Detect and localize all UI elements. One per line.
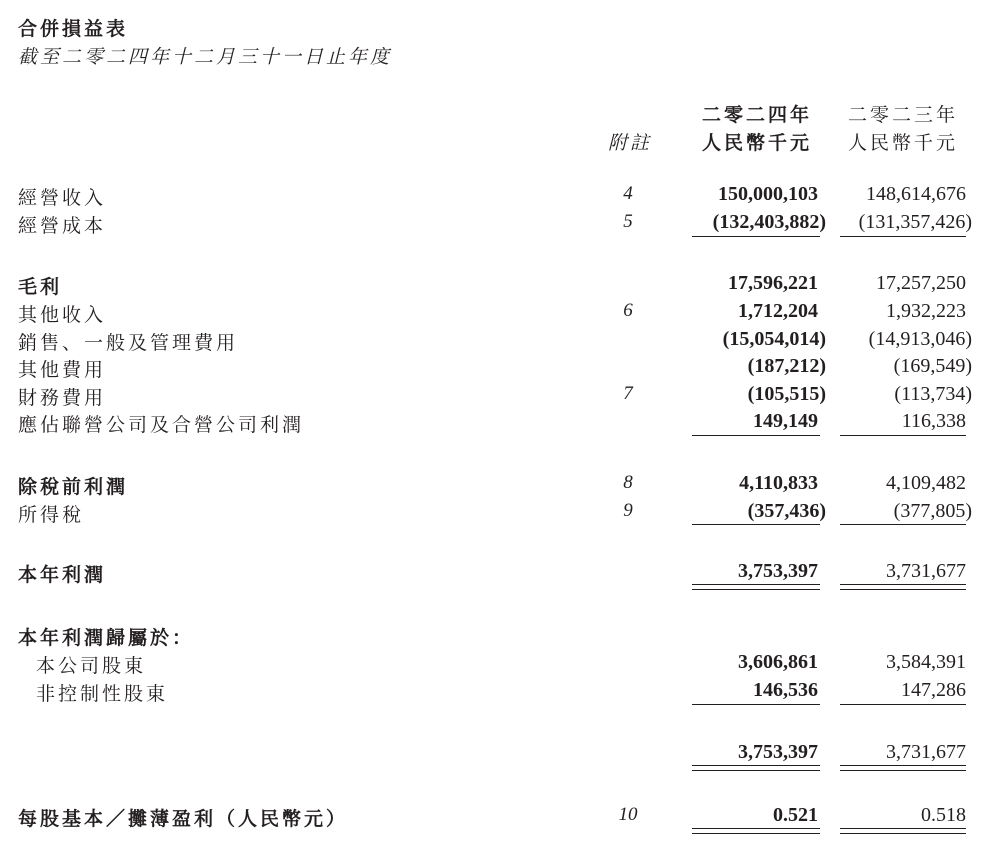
row-value-current: 146,536: [753, 679, 818, 701]
row-value-current: (15,054,014): [722, 328, 826, 350]
table-row: [0, 472, 987, 498]
row-label: 本年利潤: [18, 564, 107, 586]
row-label: 經營收入: [18, 187, 107, 209]
row-value-prior: 3,731,677: [886, 560, 966, 582]
row-value-prior: (377,805): [893, 500, 972, 522]
row-note: 7: [623, 383, 633, 404]
row-value-current: 0.521: [773, 804, 818, 826]
table-row: [0, 651, 987, 677]
row-value-current: 1,712,204: [738, 300, 818, 322]
row-label: 應佔聯營公司及合營公司利潤: [18, 414, 305, 436]
row-value-prior: (131,357,426): [858, 211, 972, 233]
row-label: 經營成本: [18, 215, 107, 237]
row-value-current: (187,212): [747, 355, 826, 377]
row-note: 5: [623, 211, 633, 232]
header-year-current: 二零二四年: [702, 104, 813, 126]
row-value-prior: 1,932,223: [886, 300, 966, 322]
row-value-current: 149,149: [753, 410, 818, 432]
row-label: 非控制性股東: [36, 683, 169, 705]
row-value-prior: (14,913,046): [868, 328, 972, 350]
row-value-prior: 0.518: [921, 804, 966, 826]
row-value-prior: 3,731,677: [886, 741, 966, 763]
row-value-current: 17,596,221: [728, 272, 818, 294]
table-row: [0, 328, 987, 354]
row-note: 6: [623, 300, 633, 321]
table-row: [0, 804, 987, 830]
row-value-prior: 116,338: [901, 410, 966, 432]
row-note: 4: [623, 183, 633, 204]
row-label: 其他費用: [18, 359, 107, 381]
table-row: [0, 560, 987, 586]
row-label: 每股基本／攤薄盈利（人民幣元）: [18, 808, 349, 830]
statement-title: 合併損益表: [18, 18, 129, 40]
row-value-current: 3,753,397: [738, 560, 818, 582]
table-row: [0, 272, 987, 298]
row-value-prior: (113,734): [894, 383, 972, 405]
row-value-prior: 4,109,482: [886, 472, 966, 494]
row-value-prior: 3,584,391: [886, 651, 966, 673]
row-value-current: (132,403,882): [712, 211, 826, 233]
row-value-current: 4,110,833: [739, 472, 818, 494]
row-label: 其他收入: [18, 304, 107, 326]
row-value-prior: 17,257,250: [876, 272, 966, 294]
double-underline-current: [692, 584, 820, 590]
row-value-prior: 148,614,676: [866, 183, 966, 205]
double-underline-prior: [840, 584, 966, 590]
row-note: 10: [618, 804, 638, 825]
row-label: 所得稅: [18, 504, 85, 526]
table-row: [0, 183, 987, 209]
row-note: 8: [623, 472, 633, 493]
underline-current: [692, 236, 820, 237]
row-label: 本年利潤歸屬於：: [18, 627, 195, 649]
underline-prior: [840, 704, 966, 705]
table-row: [0, 383, 987, 409]
row-label: 財務費用: [18, 387, 107, 409]
row-label: 除稅前利潤: [18, 476, 129, 498]
row-label: 本公司股東: [36, 655, 147, 677]
header-currency-prior: 人民幣千元: [848, 132, 959, 154]
table-row: [0, 500, 987, 526]
row-note: 9: [623, 500, 633, 521]
table-row: [0, 300, 987, 326]
double-underline-prior: [840, 828, 966, 834]
underline-current: [692, 435, 820, 436]
header-year-prior: 二零二三年: [848, 104, 959, 126]
table-row: [0, 679, 987, 705]
underline-current: [692, 524, 820, 525]
header-currency-current: 人民幣千元: [702, 132, 813, 154]
row-value-current: 150,000,103: [718, 183, 818, 205]
underline-prior: [840, 524, 966, 525]
underline-current: [692, 704, 820, 705]
table-row: [0, 410, 987, 436]
row-value-prior: (169,549): [893, 355, 972, 377]
row-value-current: 3,606,861: [738, 651, 818, 673]
statement-subtitle: 截至二零二四年十二月三十一日止年度: [18, 46, 393, 68]
double-underline-current: [692, 828, 820, 834]
double-underline-prior: [840, 765, 966, 771]
row-label: 毛利: [18, 276, 63, 298]
table-row: [0, 741, 987, 767]
underline-prior: [840, 435, 966, 436]
table-row: [0, 355, 987, 381]
row-value-current: 3,753,397: [738, 741, 818, 763]
double-underline-current: [692, 765, 820, 771]
underline-prior: [840, 236, 966, 237]
row-label: 銷售、一般及管理費用: [18, 332, 239, 354]
header-notes: 附註: [608, 132, 653, 154]
row-value-current: (357,436): [747, 500, 826, 522]
row-value-current: (105,515): [747, 383, 826, 405]
table-row: [0, 211, 987, 237]
row-value-prior: 147,286: [901, 679, 966, 701]
table-row: [0, 623, 987, 649]
